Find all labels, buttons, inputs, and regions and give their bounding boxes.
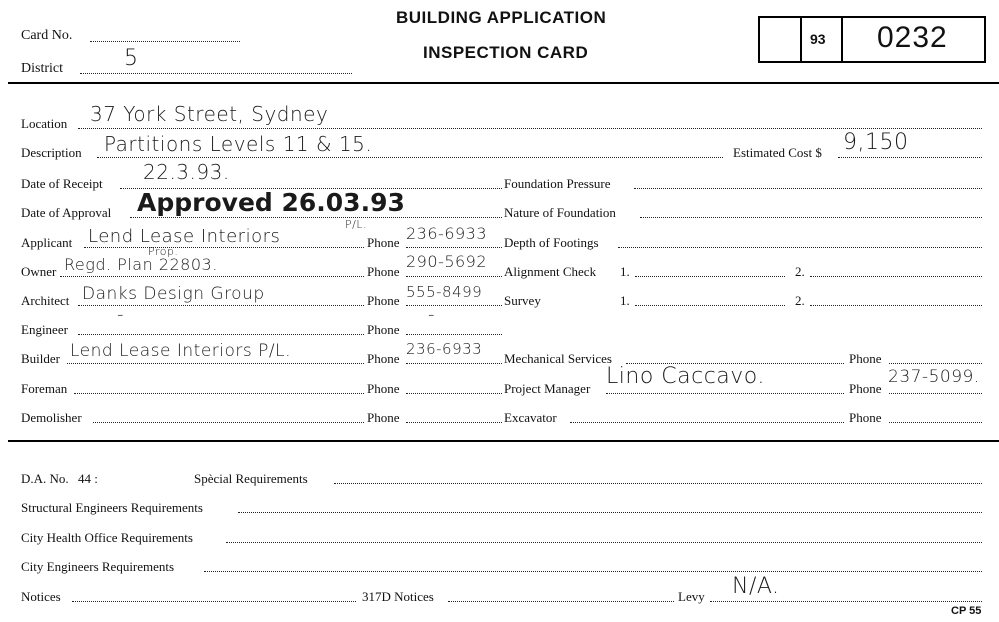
- depth-of-footings-field[interactable]: [618, 247, 982, 248]
- excavator-field[interactable]: [570, 422, 844, 423]
- 317d-notices-field[interactable]: [448, 601, 674, 602]
- builder-field[interactable]: [67, 363, 364, 364]
- project-manager-value: Lino Caccavo.: [606, 364, 765, 389]
- engineer-field[interactable]: [78, 334, 364, 335]
- demolisher-field[interactable]: [93, 422, 364, 423]
- mechanical-services-phone-field[interactable]: [889, 363, 982, 364]
- card-year: 93: [810, 31, 826, 47]
- alignment-check-2-field[interactable]: [810, 276, 982, 277]
- foundation-pressure-label: Foundation Pressure: [504, 176, 611, 191]
- architect-label: Architect: [21, 293, 70, 308]
- applicant-label: Applicant: [21, 235, 73, 250]
- description-field[interactable]: [97, 157, 723, 158]
- title-line2: INSPECTION CARD: [423, 43, 589, 62]
- foreman-phone-field[interactable]: [406, 393, 502, 394]
- levy-label: Levy: [678, 589, 705, 604]
- owner-note: Prop.: [148, 245, 179, 258]
- applicant-phone-label: Phone: [367, 235, 400, 250]
- structural-requirements-field[interactable]: [238, 512, 982, 513]
- foreman-phone-label: Phone: [367, 381, 400, 396]
- levy-value: N/A.: [732, 574, 780, 599]
- builder-phone-field[interactable]: [406, 363, 502, 364]
- date-of-receipt-label: Date of Receipt: [21, 176, 103, 191]
- foundation-pressure-field[interactable]: [634, 188, 982, 189]
- special-requirements-field[interactable]: [334, 483, 982, 484]
- owner-phone-label: Phone: [367, 264, 400, 279]
- owner-phone-field[interactable]: [406, 276, 502, 277]
- estimated-cost-field[interactable]: [838, 157, 982, 158]
- alignment-check-label: Alignment Check: [504, 264, 597, 279]
- mechanical-services-phone-label: Phone: [849, 351, 882, 366]
- demolisher-phone-field[interactable]: [406, 422, 502, 423]
- survey-label: Survey: [504, 293, 541, 308]
- date-of-receipt-value: 22.3.93.: [143, 160, 230, 184]
- survey-1-label: 1.: [620, 293, 630, 308]
- location-label: Location: [21, 116, 68, 131]
- estimated-cost-label: Estimated Cost $: [733, 145, 822, 160]
- nature-of-foundation-label: Nature of Foundation: [504, 205, 616, 220]
- survey-2-label: 2.: [795, 293, 805, 308]
- date-of-approval-label: Date of Approval: [21, 205, 112, 220]
- applicant-note: P/L.: [345, 218, 367, 231]
- excavator-label: Excavator: [504, 410, 557, 425]
- notices-field[interactable]: [72, 601, 356, 602]
- architect-phone-field[interactable]: [406, 305, 502, 306]
- depth-of-footings-label: Depth of Footings: [504, 235, 599, 250]
- city-engineers-requirements-field[interactable]: [204, 571, 982, 572]
- engineer-phone-field[interactable]: [406, 334, 502, 335]
- district-field[interactable]: [80, 73, 352, 74]
- architect-value: Danks Design Group: [82, 284, 265, 304]
- special-requirements-label: Spècial Requirements: [194, 471, 308, 486]
- project-manager-label: Project Manager: [504, 381, 591, 396]
- foreman-field[interactable]: [74, 393, 364, 394]
- owner-field[interactable]: [60, 276, 364, 277]
- builder-phone-value: 236-6933: [406, 340, 483, 358]
- district-value: 5: [124, 46, 139, 71]
- applicant-phone-value: 236-6933: [406, 224, 488, 243]
- engineer-label: Engineer: [21, 322, 68, 337]
- foreman-label: Foreman: [21, 381, 68, 396]
- project-manager-phone-label: Phone: [849, 381, 882, 396]
- excavator-phone-field[interactable]: [889, 422, 982, 423]
- applicant-value: Lend Lease Interiors: [88, 226, 281, 247]
- alignment-check-2-label: 2.: [795, 264, 805, 279]
- survey-1-field[interactable]: [635, 305, 785, 306]
- title-line1: BUILDING APPLICATION: [396, 8, 607, 27]
- builder-label: Builder: [21, 351, 60, 366]
- alignment-check-1-label: 1.: [620, 264, 630, 279]
- estimated-cost-value: 9,150: [843, 130, 909, 155]
- project-manager-phone-value: 237-5099.: [888, 367, 980, 387]
- excavator-phone-label: Phone: [849, 410, 882, 425]
- owner-phone-value: 290-5692: [406, 252, 488, 271]
- card-no-label: Card No.: [21, 28, 73, 43]
- section-divider: [8, 440, 999, 442]
- card-no-field[interactable]: [90, 41, 240, 42]
- owner-label: Owner: [21, 264, 57, 279]
- engineer-phone-value: -: [428, 304, 435, 325]
- architect-phone-value: 555-8499: [406, 283, 483, 301]
- project-manager-field[interactable]: [606, 393, 844, 394]
- city-engineers-requirements-label: City Engineers Requirements: [21, 559, 175, 574]
- date-of-approval-value: Approved 26.03.93: [137, 188, 405, 217]
- nature-of-foundation-field[interactable]: [640, 217, 982, 218]
- survey-2-field[interactable]: [810, 305, 982, 306]
- description-value: Partitions Levels 11 & 15.: [104, 132, 373, 156]
- health-requirements-label: City Health Office Requirements: [21, 530, 193, 545]
- project-manager-phone-field[interactable]: [889, 393, 982, 394]
- builder-phone-label: Phone: [367, 351, 400, 366]
- da-no-label: D.A. No.: [21, 471, 69, 486]
- engineer-value: -: [117, 304, 124, 325]
- header-divider: [8, 82, 999, 84]
- mechanical-services-label: Mechanical Services: [504, 351, 612, 366]
- description-label: Description: [21, 145, 82, 160]
- location-value: 37 York Street, Sydney: [90, 102, 329, 126]
- builder-value: Lend Lease Interiors P/L.: [70, 341, 291, 361]
- alignment-check-1-field[interactable]: [635, 276, 785, 277]
- card-number-box: [758, 16, 986, 63]
- location-field[interactable]: [78, 128, 982, 129]
- district-label: District: [21, 61, 63, 76]
- levy-field[interactable]: [710, 601, 982, 602]
- applicant-phone-field[interactable]: [406, 247, 502, 248]
- date-of-approval-field[interactable]: [130, 217, 502, 218]
- card-number: 0232: [877, 21, 948, 54]
- structural-requirements-label: Structural Engineers Requirements: [21, 500, 203, 515]
- architect-phone-label: Phone: [367, 293, 400, 308]
- owner-value: Regd. Plan 22803.: [64, 255, 218, 274]
- da-no-value: 44 :: [78, 471, 98, 486]
- demolisher-phone-label: Phone: [367, 410, 400, 425]
- engineer-phone-label: Phone: [367, 322, 400, 337]
- applicant-field[interactable]: [84, 247, 364, 248]
- notices-label: Notices: [21, 589, 61, 604]
- 317d-notices-label: 317D Notices: [362, 589, 434, 604]
- health-requirements-field[interactable]: [226, 542, 982, 543]
- demolisher-label: Demolisher: [21, 410, 82, 425]
- form-code: CP 55: [951, 605, 982, 617]
